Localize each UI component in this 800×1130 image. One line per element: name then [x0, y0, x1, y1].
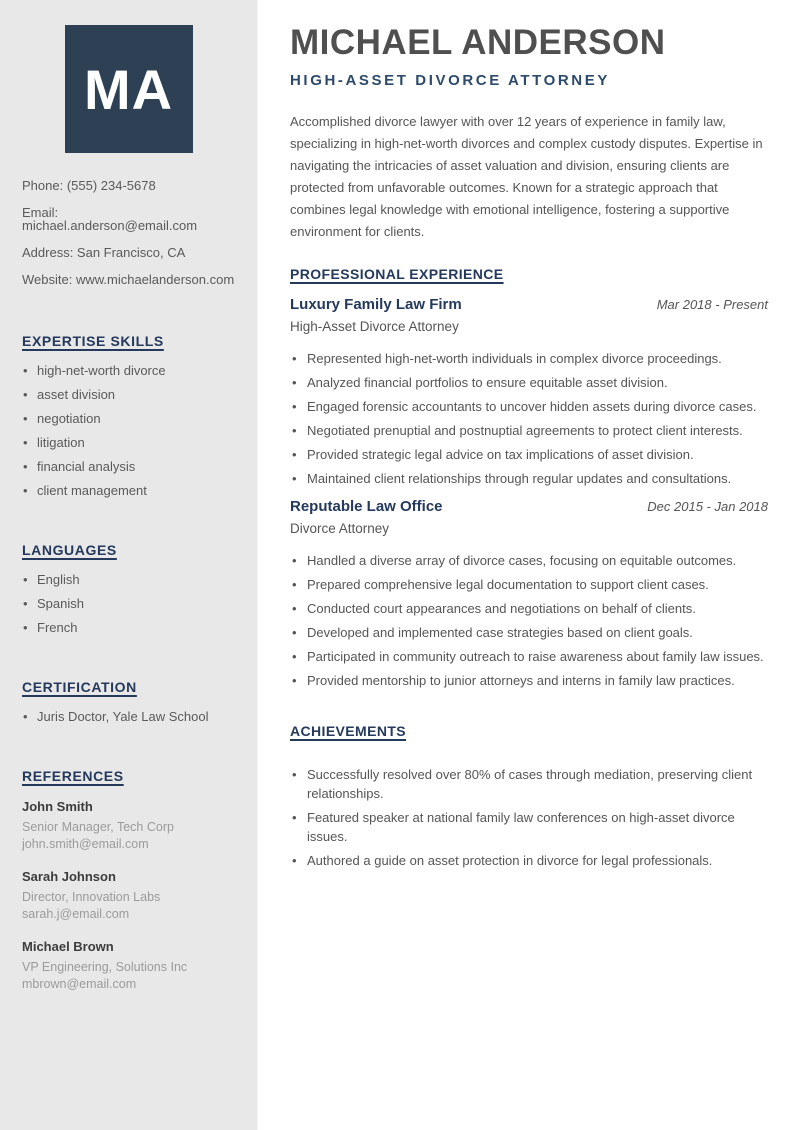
job-bullets	[290, 349, 768, 488]
achievements-heading: ACHIEVEMENTS	[290, 722, 407, 739]
contact-address: Address: San Francisco, CA	[22, 244, 186, 260]
experience-heading: PROFESSIONAL EXPERIENCE	[290, 265, 504, 282]
main-content	[258, 0, 800, 1130]
certification-list	[22, 710, 235, 723]
languages-list	[22, 573, 235, 634]
avatar-initials: MA	[83, 57, 174, 121]
summary-paragraph: Accomplished divorce lawyer with over 12 years of experience in family law, specializing in high-net-worth divorces and complex custody disputes. Expertise in navigating the intricacies of asset valuation and division, ensuring clients are protected from unfavorable outcomes. Known for a strategic approach that combines legal knowledge with emotional intelligence, fostering a supportive environment for clients.	[290, 113, 763, 239]
job-bullet: • Conducted court appearances and negotiations on behalf of clients.	[290, 599, 768, 618]
reference-title: VP Engineering, Solutions Inc	[22, 960, 188, 975]
job-bullet: • Represented high-net-worth individuals in complex divorce proceedings.	[290, 349, 768, 368]
page-title: MICHAEL ANDERSON	[290, 23, 666, 62]
job-bullet: • Analyzed financial portfolios to ensure equitable asset division.	[290, 373, 768, 392]
certification-section	[22, 645, 235, 723]
job-bullet: • Maintained client relationships through regular updates and consultations.	[290, 469, 768, 488]
company-name: Reputable Law Office	[290, 497, 443, 515]
skills-list	[22, 364, 235, 497]
job-dates: Dec 2015 - Jan 2018	[647, 498, 768, 514]
job-role: Divorce Attorney	[290, 520, 390, 536]
certification-item: • Juris Doctor, Yale Law School	[22, 710, 235, 723]
skill-item: • asset division	[22, 388, 235, 401]
reference-email: sarah.j@email.com	[22, 907, 130, 922]
contact-phone: Phone: (555) 234-5678	[22, 178, 156, 193]
reference-title: Director, Innovation Labs	[22, 890, 161, 905]
contact-website: Website: www.michaelanderson.com	[22, 271, 235, 287]
job-bullet: • Developed and implemented case strategies based on client goals.	[290, 623, 768, 642]
skill-item: • financial analysis	[22, 460, 235, 473]
professional-title: HIGH-ASSET DIVORCE ATTORNEY	[290, 71, 610, 89]
reference-name: Michael Brown	[22, 939, 114, 955]
reference-entry	[22, 799, 235, 853]
achievement-item: • Successfully resolved over 80% of cases through mediation, preserving client relationships.	[290, 765, 768, 803]
language-item: • Spanish	[22, 597, 235, 610]
skill-item: • negotiation	[22, 412, 235, 425]
job-header	[290, 296, 768, 313]
reference-email: mbrown@email.com	[22, 977, 137, 992]
job-header	[290, 498, 768, 515]
achievements-list	[290, 765, 768, 870]
experience-section	[290, 243, 768, 690]
job-bullets	[290, 551, 768, 690]
reference-title: Senior Manager, Tech Corp	[22, 820, 174, 835]
job-role: High-Asset Divorce Attorney	[290, 318, 459, 334]
skill-item: • client management	[22, 484, 235, 497]
job-bullet: • Negotiated prenuptial and postnuptial agreements to protect client interests.	[290, 421, 768, 440]
job-bullet: • Handled a diverse array of divorce cases, focusing on equitable outcomes.	[290, 551, 768, 570]
sidebar	[0, 0, 258, 1130]
achievement-item: • Featured speaker at national family law conferences on high-asset divorce issues.	[290, 808, 768, 846]
job-bullet: • Engaged forensic accountants to uncover hidden assets during divorce cases.	[290, 397, 768, 416]
reference-name: Sarah Johnson	[22, 869, 116, 885]
skills-heading: EXPERTISE SKILLS	[22, 333, 164, 350]
job-entry	[290, 296, 768, 488]
skill-item: • litigation	[22, 436, 235, 449]
language-item: • French	[22, 621, 235, 634]
company-name: Luxury Family Law Firm	[290, 295, 462, 313]
job-bullet: • Participated in community outreach to raise awareness about family law issues.	[290, 647, 768, 666]
contact-email: Email: michael.anderson@email.com	[22, 204, 198, 234]
job-bullet: • Prepared comprehensive legal documentation to support client cases.	[290, 575, 768, 594]
languages-section	[22, 508, 235, 634]
job-dates: Mar 2018 - Present	[656, 296, 768, 312]
references-section	[22, 734, 235, 993]
job-bullet: • Provided mentorship to junior attorneys and interns in family law practices.	[290, 671, 768, 690]
references-heading: REFERENCES	[22, 768, 124, 785]
avatar	[65, 25, 193, 153]
job-entry	[290, 498, 768, 690]
language-item: • English	[22, 573, 235, 586]
reference-email: john.smith@email.com	[22, 837, 149, 852]
languages-heading: LANGUAGES	[22, 542, 117, 559]
reference-entry	[22, 869, 235, 923]
skill-item: • high-net-worth divorce	[22, 364, 235, 377]
reference-name: John Smith	[22, 799, 93, 815]
achievement-item: • Authored a guide on asset protection in divorce for legal professionals.	[290, 851, 768, 870]
achievements-section	[290, 700, 768, 870]
contact-info	[22, 179, 235, 286]
certification-heading: CERTIFICATION	[22, 679, 137, 696]
job-bullet: • Provided strategic legal advice on tax implications of asset division.	[290, 445, 768, 464]
skills-section	[22, 299, 235, 497]
reference-entry	[22, 939, 235, 993]
